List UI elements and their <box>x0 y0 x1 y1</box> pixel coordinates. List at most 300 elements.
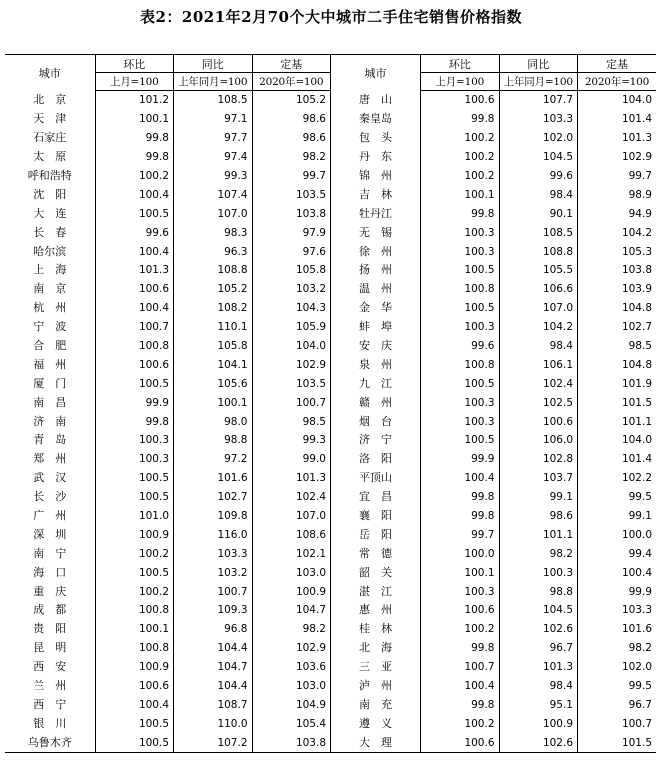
header-base-mom-right: 上月=100 <box>421 73 500 91</box>
left-city-name: 长 春 <box>33 225 67 239</box>
right-yoy-value: 104.5 <box>499 148 578 167</box>
left-base-value: 105.2 <box>252 91 331 110</box>
table-row <box>5 223 656 242</box>
left-city-name: 合 肥 <box>33 339 67 353</box>
right-mom-value: 100.2 <box>421 129 500 148</box>
right-city-name: 金 华 <box>331 299 421 318</box>
left-mom-value: 101.0 <box>95 507 174 526</box>
right-yoy-value: 100.9 <box>499 714 578 733</box>
right-base-value: 101.5 <box>578 733 657 752</box>
left-base-value: 103.6 <box>252 658 331 677</box>
right-base-value: 105.3 <box>578 242 657 261</box>
left-city-name: 广 州 <box>33 509 67 523</box>
left-yoy-value: 101.6 <box>174 469 253 488</box>
left-mom-value: 100.4 <box>95 299 174 318</box>
header-mom-right: 环比 <box>421 55 500 73</box>
table-row <box>5 677 656 696</box>
right-city-name: 遵 义 <box>331 714 421 733</box>
left-mom-value: 100.4 <box>95 696 174 715</box>
left-mom-value: 100.7 <box>95 318 174 337</box>
right-mom-value: 99.6 <box>421 337 500 356</box>
left-yoy-value: 110.1 <box>174 318 253 337</box>
right-city-name: 吉 林 <box>331 185 421 204</box>
right-city-name: 温 州 <box>331 280 421 299</box>
left-mom-value: 99.8 <box>95 412 174 431</box>
table-row <box>5 714 656 733</box>
left-mom-value: 100.2 <box>95 582 174 601</box>
header-base-fixed-left: 2020年=100 <box>252 73 331 91</box>
left-city-name: 海 口 <box>33 565 67 579</box>
right-base-value: 100.4 <box>578 563 657 582</box>
right-mom-value: 100.2 <box>421 714 500 733</box>
left-city-name: 北 京 <box>33 93 67 107</box>
left-base-value: 98.5 <box>252 412 331 431</box>
left-city-name: 呼和浩特 <box>27 169 72 182</box>
right-yoy-value: 98.8 <box>499 582 578 601</box>
table-row <box>5 412 656 431</box>
right-yoy-value: 108.8 <box>499 242 578 261</box>
right-mom-value: 100.3 <box>421 582 500 601</box>
right-city-name: 常 德 <box>331 544 421 563</box>
right-yoy-value: 98.4 <box>499 677 578 696</box>
left-city-name: 哈尔滨 <box>33 244 67 258</box>
right-mom-value: 99.8 <box>421 639 500 658</box>
right-yoy-value: 103.3 <box>499 110 578 129</box>
left-base-value: 103.5 <box>252 374 331 393</box>
right-mom-value: 100.2 <box>421 167 500 186</box>
right-city-name: 惠 州 <box>331 601 421 620</box>
left-yoy-value: 105.2 <box>174 280 253 299</box>
table-row <box>5 337 656 356</box>
table-row <box>5 469 656 488</box>
right-city-name: 岳 阳 <box>331 525 421 544</box>
left-yoy-value: 108.5 <box>174 91 253 110</box>
right-yoy-value: 106.6 <box>499 280 578 299</box>
right-yoy-value: 98.4 <box>499 337 578 356</box>
right-yoy-value: 95.1 <box>499 696 578 715</box>
left-mom-value: 100.6 <box>95 355 174 374</box>
left-city-name: 贵 阳 <box>33 622 67 636</box>
right-base-value: 102.9 <box>578 148 657 167</box>
left-base-value: 99.3 <box>252 431 331 450</box>
left-city-name: 兰 州 <box>33 679 67 693</box>
right-city-name: 锦 州 <box>331 167 421 186</box>
right-base-value: 104.8 <box>578 299 657 318</box>
right-yoy-value: 106.0 <box>499 431 578 450</box>
right-base-value: 104.0 <box>578 431 657 450</box>
left-base-value: 105.9 <box>252 318 331 337</box>
left-mom-value: 100.1 <box>95 620 174 639</box>
right-city-name: 洛 阳 <box>331 450 421 469</box>
left-base-value: 104.3 <box>252 299 331 318</box>
header-yoy-left: 同比 <box>174 55 253 73</box>
left-mom-value: 99.6 <box>95 223 174 242</box>
right-mom-value: 100.8 <box>421 355 500 374</box>
header-base-yoy-left: 上年同月=100 <box>174 73 253 91</box>
right-yoy-value: 96.7 <box>499 639 578 658</box>
right-base-value: 101.5 <box>578 393 657 412</box>
right-city-name: 宜 昌 <box>331 488 421 507</box>
left-city-name: 南 京 <box>33 282 67 296</box>
right-city-name: 秦皇岛 <box>331 110 421 129</box>
right-base-value: 99.5 <box>578 488 657 507</box>
left-base-value: 103.8 <box>252 733 331 752</box>
table-row <box>5 658 656 677</box>
right-base-value: 103.9 <box>578 280 657 299</box>
right-mom-value: 100.1 <box>421 563 500 582</box>
right-city-name: 烟 台 <box>331 412 421 431</box>
right-city-name: 扬 州 <box>331 261 421 280</box>
left-city-name: 天 津 <box>33 112 67 126</box>
right-mom-value: 100.4 <box>421 677 500 696</box>
left-city-name: 大 连 <box>33 206 67 220</box>
left-mom-value: 100.3 <box>95 450 174 469</box>
table-row <box>5 639 656 658</box>
left-city-name: 福 州 <box>33 357 67 371</box>
table-row <box>5 129 656 148</box>
right-yoy-value: 100.6 <box>499 412 578 431</box>
left-yoy-value: 96.8 <box>174 620 253 639</box>
left-city-name: 长 沙 <box>33 490 67 504</box>
table-row <box>5 733 656 752</box>
right-base-value: 98.5 <box>578 337 657 356</box>
table-header <box>5 55 656 91</box>
right-city-name: 平顶山 <box>331 469 421 488</box>
left-mom-value: 101.2 <box>95 91 174 110</box>
table-row <box>5 620 656 639</box>
right-city-name: 济 宁 <box>331 431 421 450</box>
right-city-name: 蚌 埠 <box>331 318 421 337</box>
left-base-value: 99.0 <box>252 450 331 469</box>
right-city-name: 三 亚 <box>331 658 421 677</box>
right-base-value: 104.2 <box>578 223 657 242</box>
right-mom-value: 100.5 <box>421 299 500 318</box>
right-yoy-value: 98.4 <box>499 185 578 204</box>
right-yoy-value: 100.3 <box>499 563 578 582</box>
right-city-name: 桂 林 <box>331 620 421 639</box>
left-yoy-value: 97.4 <box>174 148 253 167</box>
right-city-name: 北 海 <box>331 639 421 658</box>
right-mom-value: 100.5 <box>421 431 500 450</box>
left-mom-value: 100.5 <box>95 733 174 752</box>
header-yoy-right: 同比 <box>499 55 578 73</box>
left-city-name: 杭 州 <box>33 301 67 315</box>
right-base-value: 99.7 <box>578 167 657 186</box>
right-mom-value: 100.8 <box>421 280 500 299</box>
left-mom-value: 101.3 <box>95 261 174 280</box>
right-city-name: 大 理 <box>331 733 421 752</box>
table-row <box>5 393 656 412</box>
right-city-name: 南 充 <box>331 696 421 715</box>
right-city-name: 无 锡 <box>331 223 421 242</box>
right-city-name: 赣 州 <box>331 393 421 412</box>
right-mom-value: 100.3 <box>421 223 500 242</box>
left-yoy-value: 108.7 <box>174 696 253 715</box>
left-mom-value: 100.5 <box>95 488 174 507</box>
left-city-name: 郑 州 <box>33 452 67 466</box>
table-row <box>5 563 656 582</box>
header-base-left: 定基 <box>252 55 331 73</box>
left-base-value: 98.6 <box>252 110 331 129</box>
right-yoy-value: 98.6 <box>499 507 578 526</box>
right-mom-value: 100.3 <box>421 242 500 261</box>
table-row <box>5 696 656 715</box>
right-base-value: 101.1 <box>578 412 657 431</box>
right-yoy-value: 99.1 <box>499 488 578 507</box>
left-yoy-value: 105.6 <box>174 374 253 393</box>
left-city-name: 厦 门 <box>33 376 67 390</box>
right-base-value: 96.7 <box>578 696 657 715</box>
right-base-value: 102.0 <box>578 658 657 677</box>
right-city-name: 牡丹江 <box>331 204 421 223</box>
left-mom-value: 100.5 <box>95 204 174 223</box>
header-base-fixed-right: 2020年=100 <box>578 73 657 91</box>
left-city-name: 重 庆 <box>33 584 67 598</box>
right-base-value: 101.9 <box>578 374 657 393</box>
right-yoy-value: 102.6 <box>499 620 578 639</box>
left-base-value: 103.0 <box>252 677 331 696</box>
left-mom-value: 100.5 <box>95 469 174 488</box>
table-row <box>5 431 656 450</box>
right-base-value: 101.4 <box>578 110 657 129</box>
right-base-value: 98.9 <box>578 185 657 204</box>
left-yoy-value: 104.1 <box>174 355 253 374</box>
right-city-name: 韶 关 <box>331 563 421 582</box>
left-mom-value: 100.4 <box>95 242 174 261</box>
left-mom-value: 100.8 <box>95 337 174 356</box>
table-row <box>5 299 656 318</box>
right-mom-value: 99.8 <box>421 110 500 129</box>
left-city-name: 武 汉 <box>33 471 67 485</box>
right-mom-value: 100.3 <box>421 412 500 431</box>
left-base-value: 103.0 <box>252 563 331 582</box>
right-city-name: 湛 江 <box>331 582 421 601</box>
right-yoy-value: 102.8 <box>499 450 578 469</box>
right-mom-value: 100.4 <box>421 469 500 488</box>
right-base-value: 99.4 <box>578 544 657 563</box>
left-base-value: 97.6 <box>252 242 331 261</box>
left-yoy-value: 109.8 <box>174 507 253 526</box>
table-row <box>5 544 656 563</box>
table-row <box>5 450 656 469</box>
left-mom-value: 100.4 <box>95 185 174 204</box>
left-city-name: 宁 波 <box>33 320 67 334</box>
right-yoy-value: 101.1 <box>499 525 578 544</box>
left-city-name: 太 原 <box>33 150 67 164</box>
left-mom-value: 100.5 <box>95 563 174 582</box>
table-row <box>5 582 656 601</box>
table-row <box>5 204 656 223</box>
right-city-name: 九 江 <box>331 374 421 393</box>
left-yoy-value: 108.2 <box>174 299 253 318</box>
left-base-value: 104.0 <box>252 337 331 356</box>
table-row <box>5 91 656 110</box>
right-base-value: 94.9 <box>578 204 657 223</box>
table-body <box>5 91 656 753</box>
right-yoy-value: 105.5 <box>499 261 578 280</box>
right-mom-value: 100.3 <box>421 318 500 337</box>
table-row <box>5 601 656 620</box>
right-mom-value: 100.6 <box>421 733 500 752</box>
header-base-yoy-right: 上年同月=100 <box>499 73 578 91</box>
right-city-name: 唐 山 <box>331 91 421 110</box>
right-base-value: 103.3 <box>578 601 657 620</box>
right-mom-value: 100.5 <box>421 374 500 393</box>
left-yoy-value: 98.0 <box>174 412 253 431</box>
right-mom-value: 99.7 <box>421 525 500 544</box>
left-yoy-value: 107.4 <box>174 185 253 204</box>
header-city-right: 城市 <box>331 55 421 91</box>
right-yoy-value: 99.6 <box>499 167 578 186</box>
header-city-left: 城市 <box>5 55 95 91</box>
left-base-value: 105.4 <box>252 714 331 733</box>
table-row <box>5 261 656 280</box>
left-city-name: 昆 明 <box>33 641 67 655</box>
right-base-value: 99.5 <box>578 677 657 696</box>
right-city-name: 丹 东 <box>331 148 421 167</box>
right-mom-value: 100.1 <box>421 185 500 204</box>
left-yoy-value: 103.2 <box>174 563 253 582</box>
left-city-name: 西 宁 <box>33 697 67 711</box>
left-yoy-value: 98.8 <box>174 431 253 450</box>
right-mom-value: 100.3 <box>421 393 500 412</box>
right-base-value: 103.8 <box>578 261 657 280</box>
left-mom-value: 100.8 <box>95 601 174 620</box>
left-mom-value: 99.8 <box>95 148 174 167</box>
table-row <box>5 167 656 186</box>
right-base-value: 100.7 <box>578 714 657 733</box>
left-city-name: 济 南 <box>33 414 67 428</box>
left-city-name: 上 海 <box>33 263 67 277</box>
table-row <box>5 280 656 299</box>
left-mom-value: 100.9 <box>95 525 174 544</box>
left-yoy-value: 104.7 <box>174 658 253 677</box>
left-mom-value: 100.6 <box>95 280 174 299</box>
right-yoy-value: 106.1 <box>499 355 578 374</box>
left-mom-value: 100.3 <box>95 431 174 450</box>
right-yoy-value: 107.0 <box>499 299 578 318</box>
right-yoy-value: 107.7 <box>499 91 578 110</box>
left-base-value: 100.7 <box>252 393 331 412</box>
right-yoy-value: 90.1 <box>499 204 578 223</box>
right-mom-value: 100.2 <box>421 620 500 639</box>
table-title: 表2：2021年2月70个大中城市二手住宅销售价格指数 <box>140 8 522 26</box>
right-base-value: 101.6 <box>578 620 657 639</box>
left-mom-value: 100.5 <box>95 374 174 393</box>
right-yoy-value: 102.5 <box>499 393 578 412</box>
right-city-name: 徐 州 <box>331 242 421 261</box>
right-city-name: 包 头 <box>331 129 421 148</box>
left-mom-value: 100.6 <box>95 677 174 696</box>
right-mom-value: 100.6 <box>421 91 500 110</box>
right-mom-value: 100.7 <box>421 658 500 677</box>
left-city-name: 成 都 <box>33 603 67 617</box>
left-base-value: 107.0 <box>252 507 331 526</box>
right-base-value: 98.2 <box>578 639 657 658</box>
right-base-value: 102.7 <box>578 318 657 337</box>
right-mom-value: 100.2 <box>421 148 500 167</box>
left-base-value: 98.2 <box>252 148 331 167</box>
left-base-value: 105.8 <box>252 261 331 280</box>
right-mom-value: 100.0 <box>421 544 500 563</box>
left-base-value: 99.7 <box>252 167 331 186</box>
right-yoy-value: 102.6 <box>499 733 578 752</box>
right-base-value: 104.0 <box>578 91 657 110</box>
right-yoy-value: 103.7 <box>499 469 578 488</box>
left-mom-value: 99.8 <box>95 129 174 148</box>
left-mom-value: 100.9 <box>95 658 174 677</box>
left-yoy-value: 97.1 <box>174 110 253 129</box>
left-base-value: 102.4 <box>252 488 331 507</box>
left-yoy-value: 116.0 <box>174 525 253 544</box>
right-mom-value: 99.8 <box>421 488 500 507</box>
left-base-value: 97.9 <box>252 223 331 242</box>
right-mom-value: 99.8 <box>421 507 500 526</box>
left-base-value: 102.9 <box>252 355 331 374</box>
right-mom-value: 99.8 <box>421 696 500 715</box>
left-yoy-value: 104.4 <box>174 677 253 696</box>
table-row <box>5 355 656 374</box>
left-base-value: 104.7 <box>252 601 331 620</box>
left-yoy-value: 107.2 <box>174 733 253 752</box>
left-city-name: 沈 阳 <box>33 187 67 201</box>
left-city-name: 西 安 <box>33 660 67 674</box>
left-mom-value: 100.2 <box>95 167 174 186</box>
table-row <box>5 185 656 204</box>
left-yoy-value: 103.3 <box>174 544 253 563</box>
left-yoy-value: 104.4 <box>174 639 253 658</box>
right-mom-value: 99.8 <box>421 204 500 223</box>
left-yoy-value: 108.8 <box>174 261 253 280</box>
right-base-value: 101.3 <box>578 129 657 148</box>
left-base-value: 103.5 <box>252 185 331 204</box>
left-base-value: 98.2 <box>252 620 331 639</box>
left-mom-value: 99.9 <box>95 393 174 412</box>
right-base-value: 102.2 <box>578 469 657 488</box>
table-row <box>5 110 656 129</box>
left-mom-value: 100.2 <box>95 544 174 563</box>
table-row <box>5 148 656 167</box>
right-city-name: 安 庆 <box>331 337 421 356</box>
left-base-value: 108.6 <box>252 525 331 544</box>
left-base-value: 100.9 <box>252 582 331 601</box>
table-row <box>5 525 656 544</box>
right-mom-value: 100.5 <box>421 261 500 280</box>
right-base-value: 99.9 <box>578 582 657 601</box>
right-yoy-value: 104.2 <box>499 318 578 337</box>
left-yoy-value: 110.0 <box>174 714 253 733</box>
right-base-value: 104.8 <box>578 355 657 374</box>
header-mom-left: 环比 <box>95 55 174 73</box>
left-yoy-value: 98.3 <box>174 223 253 242</box>
table-row <box>5 374 656 393</box>
left-base-value: 98.6 <box>252 129 331 148</box>
right-mom-value: 100.6 <box>421 601 500 620</box>
left-yoy-value: 109.3 <box>174 601 253 620</box>
right-yoy-value: 101.3 <box>499 658 578 677</box>
left-yoy-value: 102.7 <box>174 488 253 507</box>
left-yoy-value: 97.2 <box>174 450 253 469</box>
left-city-name: 深 圳 <box>33 527 67 541</box>
left-city-name: 青 岛 <box>33 433 67 447</box>
left-city-name: 南 昌 <box>33 395 67 409</box>
left-yoy-value: 96.3 <box>174 242 253 261</box>
left-yoy-value: 99.3 <box>174 167 253 186</box>
right-city-name: 泉 州 <box>331 355 421 374</box>
left-base-value: 102.1 <box>252 544 331 563</box>
left-yoy-value: 100.7 <box>174 582 253 601</box>
left-city-name: 乌鲁木齐 <box>5 733 95 752</box>
